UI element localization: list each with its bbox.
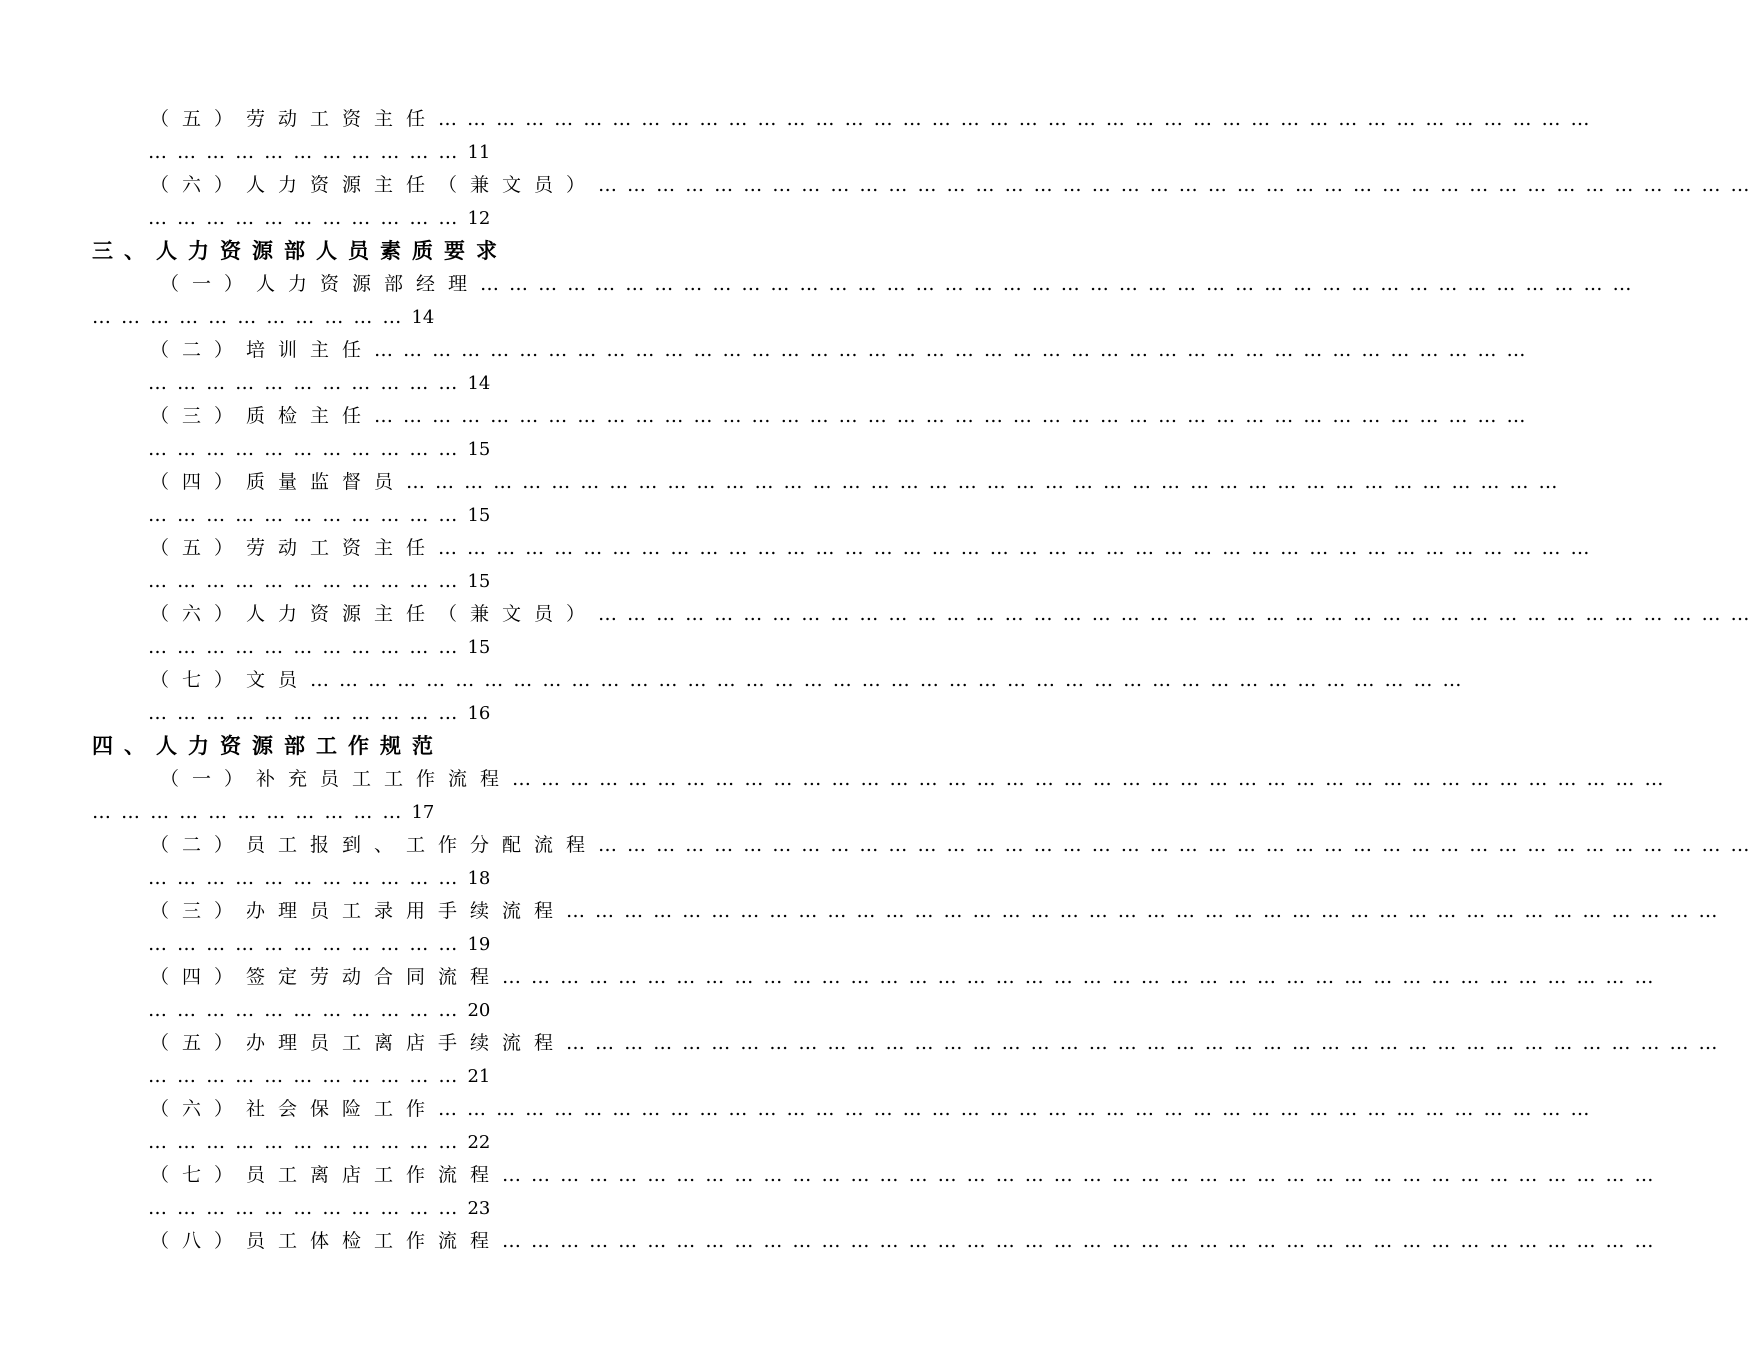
toc-entry-title: （五）劳动工资主任 — [150, 108, 439, 130]
toc-entry-continuation — [148, 1062, 840, 1090]
toc-entry-continuation — [148, 1128, 840, 1156]
toc-dot-leader: … … … … … … … … … … … … … … … … … … … … … … … … … … … … … … … … … … … … … … … … — [502, 966, 1656, 988]
toc-dot-leader: … … … … … … … … … … … … … … … … … … … … … … … … … … … … … … … … … … … … … … … … — [502, 1164, 1656, 1186]
toc-heading — [92, 237, 840, 265]
toc-page-number: 15 — [467, 571, 491, 592]
toc-page-number: 14 — [467, 373, 491, 394]
toc-entry-continuation — [92, 303, 840, 331]
toc-dot-leader: … … … … … … … … … … … — [92, 801, 412, 823]
toc-page-number: 15 — [467, 505, 491, 526]
toc-entry-title: （五）劳动工资主任 — [150, 537, 439, 559]
toc-dot-leader: … … … … … … … … … … … … … … … … … … … … … … … … … … … … … … … … … … … … … … … … — [438, 1098, 1592, 1120]
toc-entry — [150, 468, 1560, 496]
toc-entry-title: （六）人力资源主任（兼文员） — [150, 603, 599, 625]
toc-dot-leader: … … … … … … … … … … … — [148, 372, 468, 394]
toc-entry — [150, 336, 1528, 364]
toc-dot-leader: … … … … … … … … … … … … … … … … … … … … … … … … … … … … … … … … … … … … … … … … — [502, 1230, 1656, 1252]
toc-entry — [150, 897, 1720, 925]
toc-dot-leader: … … … … … … … … … … … … … … … … … … … … … … … … … … … … … … … … … … … … … … … … — [310, 669, 1464, 691]
toc-entry — [150, 171, 1752, 199]
toc-entry — [150, 600, 1752, 628]
toc-entry — [150, 402, 1528, 430]
toc-dot-leader: … … … … … … … … … … … … … … … … … … … … … … … … … … … … … … … … … … … … … … … … — [598, 603, 1752, 625]
toc-entry — [160, 765, 1666, 793]
toc-dot-leader: … … … … … … … … … … … — [148, 999, 468, 1021]
toc-entry-continuation — [148, 567, 840, 595]
toc-dot-leader: … … … … … … … … … … … … … … … … … … … … … … … … … … … … … … … … … … … … … … … … — [480, 273, 1634, 295]
toc-entry-continuation — [148, 501, 840, 529]
toc-entry-title: （二）员工报到、工作分配流程 — [150, 834, 599, 856]
toc-entry-continuation — [148, 633, 840, 661]
toc-dot-leader: … … … … … … … … … … … — [148, 636, 468, 658]
toc-entry-title: （五）办理员工离店手续流程 — [150, 1032, 567, 1054]
toc-entry-title: （七）文员 — [150, 669, 311, 691]
toc-page-number: 19 — [467, 934, 491, 955]
toc-entry-continuation — [148, 699, 840, 727]
toc-entry — [150, 105, 1592, 133]
toc-heading-text: 四、人力资源部工作规范 — [92, 734, 444, 758]
toc-dot-leader: … … … … … … … … … … … … … … … … … … … … … … … … … … … … … … … … … … … … … … … … — [374, 339, 1528, 361]
toc-page-number: 12 — [467, 208, 491, 229]
toc-entry — [150, 963, 1656, 991]
toc-dot-leader: … … … … … … … … … … … … … … … … … … … … … … … … … … … … … … … … … … … … … … … … — [512, 768, 1666, 790]
toc-page-number: 17 — [411, 802, 435, 823]
toc-entry-continuation — [148, 864, 840, 892]
toc-entry-title: （二）培训主任 — [150, 339, 375, 361]
toc-page-number: 15 — [467, 637, 491, 658]
toc-dot-leader: … … … … … … … … … … … — [148, 207, 468, 229]
toc-dot-leader: … … … … … … … … … … … — [148, 1197, 468, 1219]
toc-dot-leader: … … … … … … … … … … … — [148, 570, 468, 592]
toc-entry-continuation — [148, 138, 840, 166]
toc-entry-title: （一）人力资源部经理 — [160, 273, 481, 295]
toc-dot-leader: … … … … … … … … … … … — [148, 1131, 468, 1153]
toc-entry — [150, 534, 1592, 562]
toc-dot-leader: … … … … … … … … … … … … … … … … … … … … … … … … … … … … … … … … … … … … … … … … — [438, 108, 1592, 130]
toc-page-number: 18 — [467, 868, 491, 889]
toc-page-number: 22 — [467, 1132, 491, 1153]
toc-entry — [150, 1029, 1720, 1057]
toc-entry-title: （四）质量监督员 — [150, 471, 407, 493]
toc-entry — [150, 1095, 1592, 1123]
toc-dot-leader: … … … … … … … … … … … … … … … … … … … … … … … … … … … … … … … … … … … … … … … … — [598, 174, 1752, 196]
toc-entry-title: （六）社会保险工作 — [150, 1098, 439, 1120]
toc-entry-title: （七）员工离店工作流程 — [150, 1164, 503, 1186]
toc-entry-title: （一）补充员工工作流程 — [160, 768, 513, 790]
toc-page-number: 20 — [467, 1000, 491, 1021]
toc-entry-title: （四）签定劳动合同流程 — [150, 966, 503, 988]
toc-entry-continuation — [148, 204, 840, 232]
toc-page-number: 15 — [467, 439, 491, 460]
toc-dot-leader: … … … … … … … … … … … … … … … … … … … … … … … … … … … … … … … … … … … … … … … … — [566, 1032, 1720, 1054]
toc-dot-leader: … … … … … … … … … … … … … … … … … … … … … … … … … … … … … … … … … … … … … … … … — [406, 471, 1560, 493]
toc-page-number: 14 — [411, 307, 435, 328]
toc-dot-leader: … … … … … … … … … … … — [148, 504, 468, 526]
toc-page-number: 21 — [467, 1066, 491, 1087]
toc-entry-title: （三）质检主任 — [150, 405, 375, 427]
toc-entry-continuation — [92, 798, 840, 826]
toc-entry — [150, 1161, 1656, 1189]
toc-entry-title: （八）员工体检工作流程 — [150, 1230, 503, 1252]
toc-entry-continuation — [148, 996, 840, 1024]
toc-dot-leader: … … … … … … … … … … … … … … … … … … … … … … … … … … … … … … … … … … … … … … … … — [566, 900, 1720, 922]
toc-page-number: 23 — [467, 1198, 491, 1219]
toc-dot-leader: … … … … … … … … … … … — [148, 702, 468, 724]
toc-entry — [150, 831, 1752, 859]
toc-dot-leader: … … … … … … … … … … … — [148, 141, 468, 163]
toc-dot-leader: … … … … … … … … … … … … … … … … … … … … … … … … … … … … … … … … … … … … … … … … — [374, 405, 1528, 427]
toc-entry — [150, 1227, 1656, 1255]
toc-entry — [150, 666, 1464, 694]
toc-dot-leader: … … … … … … … … … … … — [148, 867, 468, 889]
toc-entry-title: （三）办理员工录用手续流程 — [150, 900, 567, 922]
toc-dot-leader: … … … … … … … … … … … — [92, 306, 412, 328]
toc-page-number: 11 — [467, 142, 491, 163]
toc-dot-leader: … … … … … … … … … … … — [148, 1065, 468, 1087]
toc-dot-leader: … … … … … … … … … … … … … … … … … … … … … … … … … … … … … … … … … … … … … … … … — [438, 537, 1592, 559]
toc-dot-leader: … … … … … … … … … … … — [148, 933, 468, 955]
toc-entry-continuation — [148, 369, 840, 397]
toc-entry-continuation — [148, 1194, 840, 1222]
toc-dot-leader: … … … … … … … … … … … — [148, 438, 468, 460]
toc-entry — [160, 270, 1634, 298]
toc-heading-text: 三、人力资源部人员素质要求 — [92, 239, 508, 263]
toc-entry-continuation — [148, 435, 840, 463]
toc-dot-leader: … … … … … … … … … … … … … … … … … … … … … … … … … … … … … … … … … … … … … … … … — [598, 834, 1752, 856]
toc-entry-title: （六）人力资源主任（兼文员） — [150, 174, 599, 196]
toc-page-number: 16 — [467, 703, 491, 724]
toc-entry-continuation — [148, 930, 840, 958]
toc-heading — [92, 732, 840, 760]
